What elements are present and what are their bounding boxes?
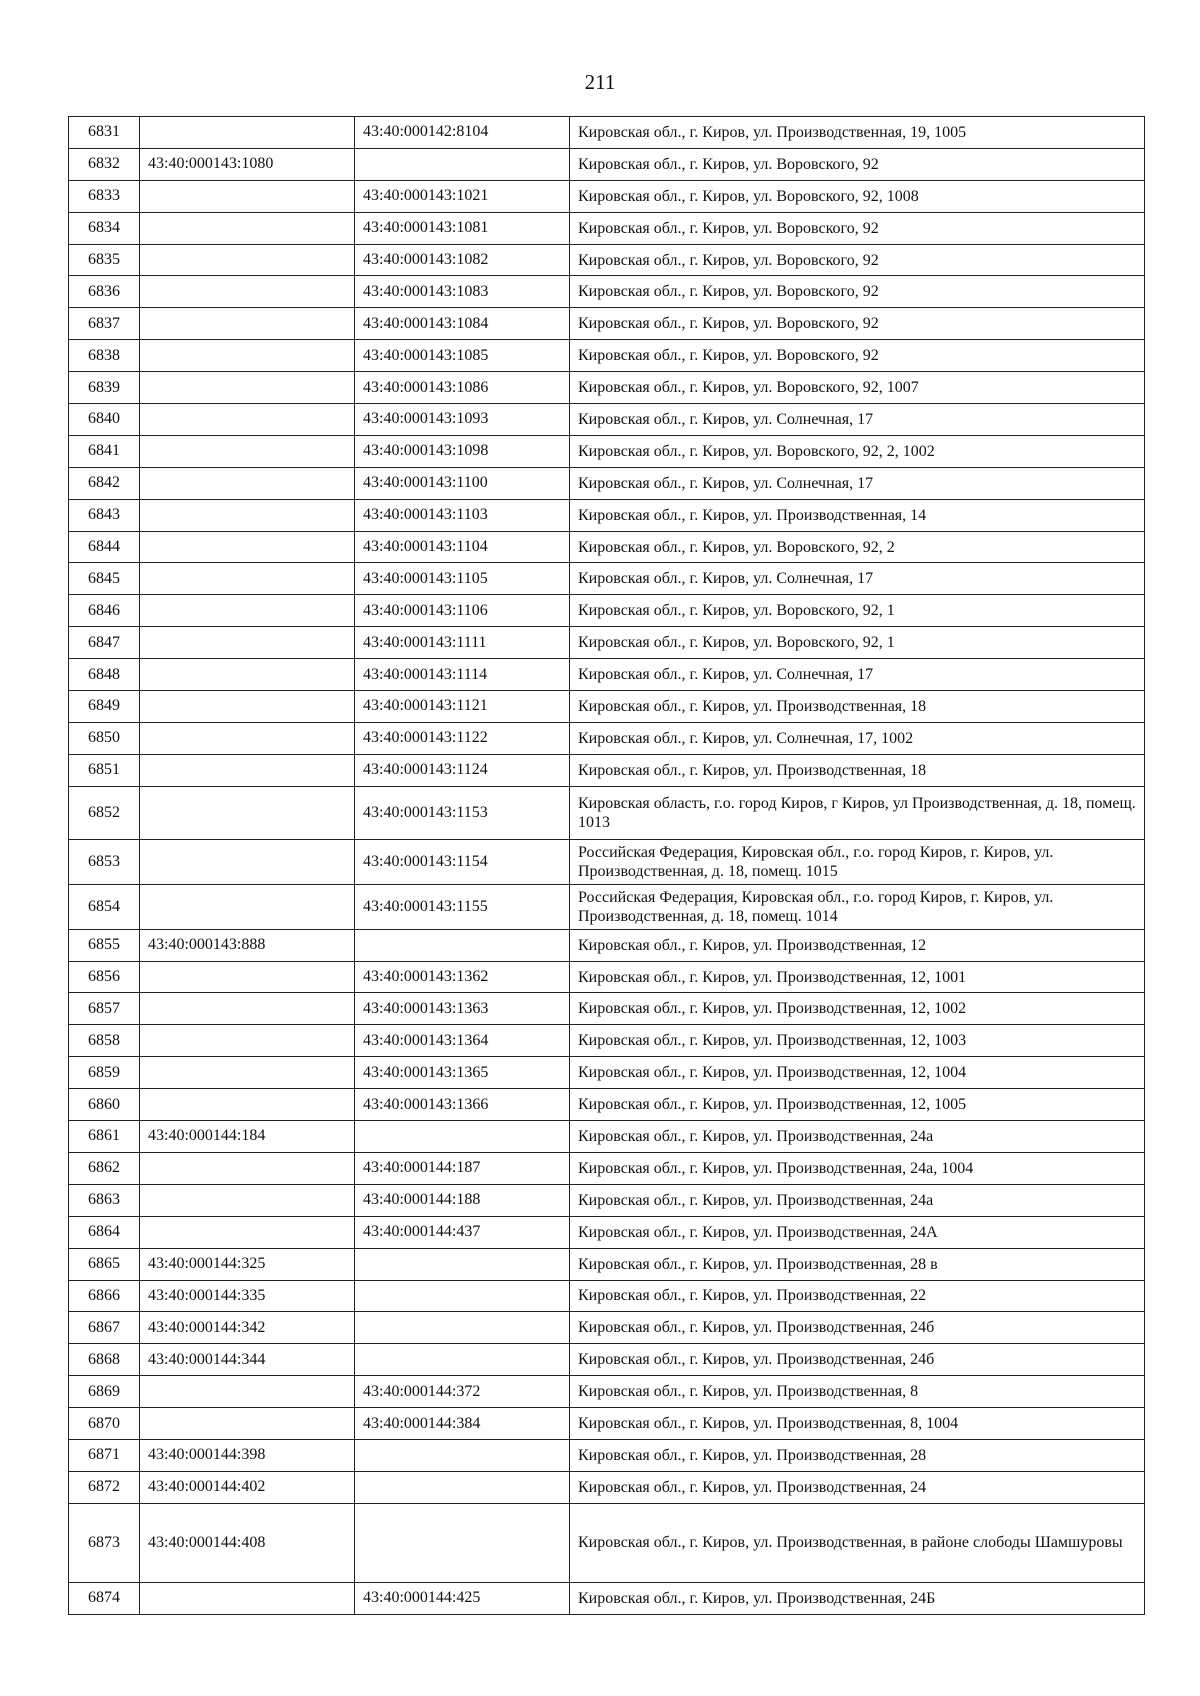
row-number-cell: 6872 <box>69 1471 140 1503</box>
table-row <box>69 1184 1145 1216</box>
table-row <box>69 1152 1145 1184</box>
row-number-cell: 6853 <box>69 839 140 884</box>
table-row <box>69 1503 1145 1582</box>
row-number-cell: 6862 <box>69 1152 140 1184</box>
table-row <box>69 839 1145 884</box>
table-row <box>69 627 1145 659</box>
building-number-cell: 43:40:000144:384 <box>355 1408 570 1440</box>
table-row <box>69 531 1145 563</box>
land-parcel-number-cell <box>140 340 355 372</box>
land-parcel-number-cell <box>140 499 355 531</box>
building-number-cell: 43:40:000143:1085 <box>355 340 570 372</box>
table-row <box>69 1408 1145 1440</box>
table-row <box>69 1280 1145 1312</box>
table-row <box>69 563 1145 595</box>
land-parcel-number-cell: 43:40:000144:408 <box>140 1503 355 1582</box>
land-parcel-number-cell: 43:40:000144:325 <box>140 1248 355 1280</box>
land-parcel-number-cell: 43:40:000143:1080 <box>140 148 355 180</box>
table-row <box>69 308 1145 340</box>
table-row <box>69 212 1145 244</box>
land-parcel-number-cell <box>140 839 355 884</box>
address-cell: Кировская обл., г. Киров, ул. Воровского, 92, 1 <box>570 627 1145 659</box>
land-parcel-number-cell <box>140 308 355 340</box>
address-cell: Кировская обл., г. Киров, ул. Производственная, 12, 1002 <box>570 993 1145 1025</box>
building-number-cell: 43:40:000143:1103 <box>355 499 570 531</box>
table-row <box>69 659 1145 691</box>
row-number-cell: 6833 <box>69 180 140 212</box>
building-number-cell: 43:40:000143:1106 <box>355 595 570 627</box>
building-number-cell <box>355 929 570 961</box>
table-row <box>69 180 1145 212</box>
row-number-cell: 6856 <box>69 961 140 993</box>
building-number-cell <box>355 1439 570 1471</box>
table-row <box>69 786 1145 839</box>
row-number-cell: 6855 <box>69 929 140 961</box>
address-cell: Кировская обл., г. Киров, ул. Солнечная, 17 <box>570 659 1145 691</box>
table-row <box>69 467 1145 499</box>
building-number-cell: 43:40:000143:1363 <box>355 993 570 1025</box>
table-row <box>69 1216 1145 1248</box>
row-number-cell: 6866 <box>69 1280 140 1312</box>
row-number-cell: 6842 <box>69 467 140 499</box>
building-number-cell: 43:40:000143:1364 <box>355 1025 570 1057</box>
land-parcel-number-cell <box>140 786 355 839</box>
row-number-cell: 6838 <box>69 340 140 372</box>
building-number-cell: 43:40:000143:1105 <box>355 563 570 595</box>
building-number-cell <box>355 1121 570 1153</box>
building-number-cell <box>355 1344 570 1376</box>
building-number-cell: 43:40:000143:1086 <box>355 372 570 404</box>
address-cell: Кировская обл., г. Киров, ул. Воровского, 92 <box>570 212 1145 244</box>
address-cell: Кировская обл., г. Киров, ул. Воровского, 92 <box>570 308 1145 340</box>
address-cell: Кировская обл., г. Киров, ул. Производственная, 12, 1003 <box>570 1025 1145 1057</box>
land-parcel-number-cell <box>140 691 355 723</box>
building-number-cell <box>355 1312 570 1344</box>
address-cell: Российская Федерация, Кировская обл., г.о. город Киров, г. Киров, ул. Производственная, д. 18, помещ. 1014 <box>570 884 1145 929</box>
land-parcel-number-cell <box>140 961 355 993</box>
land-parcel-number-cell <box>140 180 355 212</box>
row-number-cell: 6863 <box>69 1184 140 1216</box>
row-number-cell: 6868 <box>69 1344 140 1376</box>
address-cell: Кировская обл., г. Киров, ул. Производственная, 8, 1004 <box>570 1408 1145 1440</box>
table-row <box>69 1471 1145 1503</box>
address-cell: Кировская обл., г. Киров, ул. Производственная, 12, 1005 <box>570 1089 1145 1121</box>
address-cell: Кировская обл., г. Киров, ул. Производственная, 22 <box>570 1280 1145 1312</box>
address-cell: Кировская обл., г. Киров, ул. Производственная, 24а <box>570 1184 1145 1216</box>
land-parcel-number-cell: 43:40:000144:344 <box>140 1344 355 1376</box>
land-parcel-number-cell: 43:40:000144:402 <box>140 1471 355 1503</box>
table-row <box>69 499 1145 531</box>
land-parcel-number-cell <box>140 595 355 627</box>
row-number-cell: 6846 <box>69 595 140 627</box>
table-row <box>69 722 1145 754</box>
building-number-cell: 43:40:000144:437 <box>355 1216 570 1248</box>
row-number-cell: 6841 <box>69 435 140 467</box>
row-number-cell: 6831 <box>69 117 140 149</box>
land-parcel-number-cell <box>140 754 355 786</box>
building-number-cell: 43:40:000143:1104 <box>355 531 570 563</box>
address-cell: Кировская обл., г. Киров, ул. Производственная, 14 <box>570 499 1145 531</box>
row-number-cell: 6852 <box>69 786 140 839</box>
land-parcel-number-cell <box>140 1025 355 1057</box>
row-number-cell: 6849 <box>69 691 140 723</box>
address-cell: Кировская обл., г. Киров, ул. Солнечная, 17 <box>570 563 1145 595</box>
address-cell: Кировская обл., г. Киров, ул. Производственная, 24 <box>570 1471 1145 1503</box>
table-row <box>69 1248 1145 1280</box>
table-row <box>69 1121 1145 1153</box>
building-number-cell: 43:40:000143:1084 <box>355 308 570 340</box>
land-parcel-number-cell <box>140 435 355 467</box>
address-cell: Кировская обл., г. Киров, ул. Воровского, 92 <box>570 340 1145 372</box>
address-cell: Кировская обл., г. Киров, ул. Производственная, 19, 1005 <box>570 117 1145 149</box>
building-number-cell: 43:40:000143:1098 <box>355 435 570 467</box>
row-number-cell: 6854 <box>69 884 140 929</box>
row-number-cell: 6858 <box>69 1025 140 1057</box>
land-parcel-number-cell <box>140 1408 355 1440</box>
row-number-cell: 6836 <box>69 276 140 308</box>
table-row <box>69 1344 1145 1376</box>
row-number-cell: 6874 <box>69 1582 140 1614</box>
row-number-cell: 6864 <box>69 1216 140 1248</box>
land-parcel-number-cell: 43:40:000144:335 <box>140 1280 355 1312</box>
building-number-cell <box>355 1503 570 1582</box>
row-number-cell: 6839 <box>69 372 140 404</box>
row-number-cell: 6850 <box>69 722 140 754</box>
row-number-cell: 6861 <box>69 1121 140 1153</box>
table-row <box>69 993 1145 1025</box>
address-cell: Кировская обл., г. Киров, ул. Солнечная, 17, 1002 <box>570 722 1145 754</box>
building-number-cell: 43:40:000143:1362 <box>355 961 570 993</box>
land-parcel-number-cell: 43:40:000144:342 <box>140 1312 355 1344</box>
row-number-cell: 6848 <box>69 659 140 691</box>
address-cell: Кировская обл., г. Киров, ул. Воровского, 92 <box>570 148 1145 180</box>
row-number-cell: 6859 <box>69 1057 140 1089</box>
land-parcel-number-cell <box>140 1582 355 1614</box>
address-cell: Кировская обл., г. Киров, ул. Солнечная, 17 <box>570 404 1145 436</box>
row-number-cell: 6871 <box>69 1439 140 1471</box>
building-number-cell: 43:40:000144:188 <box>355 1184 570 1216</box>
table-row <box>69 961 1145 993</box>
address-cell: Кировская обл., г. Киров, ул. Воровского, 92, 1 <box>570 595 1145 627</box>
land-parcel-number-cell <box>140 531 355 563</box>
row-number-cell: 6873 <box>69 1503 140 1582</box>
row-number-cell: 6843 <box>69 499 140 531</box>
row-number-cell: 6865 <box>69 1248 140 1280</box>
building-number-cell: 43:40:000143:1124 <box>355 754 570 786</box>
land-parcel-number-cell <box>140 372 355 404</box>
table-row <box>69 1582 1145 1614</box>
table-row <box>69 148 1145 180</box>
address-cell: Кировская обл., г. Киров, ул. Производственная, 24а <box>570 1121 1145 1153</box>
table-row <box>69 435 1145 467</box>
address-cell: Кировская обл., г. Киров, ул. Производственная, 28 в <box>570 1248 1145 1280</box>
land-parcel-number-cell <box>140 212 355 244</box>
building-number-cell <box>355 1248 570 1280</box>
land-parcel-number-cell <box>140 563 355 595</box>
land-parcel-number-cell <box>140 1057 355 1089</box>
land-parcel-number-cell: 43:40:000144:398 <box>140 1439 355 1471</box>
table-row <box>69 929 1145 961</box>
building-number-cell <box>355 1280 570 1312</box>
building-number-cell: 43:40:000143:1154 <box>355 839 570 884</box>
building-number-cell: 43:40:000143:1114 <box>355 659 570 691</box>
page-number: 211 <box>584 70 616 94</box>
land-parcel-number-cell <box>140 244 355 276</box>
row-number-cell: 6835 <box>69 244 140 276</box>
table-row <box>69 1089 1145 1121</box>
building-number-cell: 43:40:000144:187 <box>355 1152 570 1184</box>
table-row <box>69 754 1145 786</box>
land-parcel-number-cell <box>140 1376 355 1408</box>
address-cell: Кировская обл., г. Киров, ул. Производственная, 24б <box>570 1312 1145 1344</box>
building-number-cell: 43:40:000143:1122 <box>355 722 570 754</box>
row-number-cell: 6832 <box>69 148 140 180</box>
table-row <box>69 372 1145 404</box>
address-cell: Кировская обл., г. Киров, ул. Воровского, 92 <box>570 244 1145 276</box>
table-row <box>69 691 1145 723</box>
table-row <box>69 1057 1145 1089</box>
cadastral-table <box>68 116 1145 1615</box>
table-row <box>69 117 1145 149</box>
table-row <box>69 1376 1145 1408</box>
building-number-cell <box>355 148 570 180</box>
row-number-cell: 6834 <box>69 212 140 244</box>
address-cell: Кировская обл., г. Киров, ул. Производственная, 24б <box>570 1344 1145 1376</box>
land-parcel-number-cell <box>140 722 355 754</box>
table-row <box>69 1439 1145 1471</box>
land-parcel-number-cell <box>140 1089 355 1121</box>
building-number-cell: 43:40:000143:1081 <box>355 212 570 244</box>
building-number-cell: 43:40:000144:425 <box>355 1582 570 1614</box>
building-number-cell: 43:40:000142:8104 <box>355 117 570 149</box>
address-cell: Кировская обл., г. Киров, ул. Производственная, 12, 1001 <box>570 961 1145 993</box>
row-number-cell: 6860 <box>69 1089 140 1121</box>
building-number-cell: 43:40:000143:1093 <box>355 404 570 436</box>
building-number-cell: 43:40:000143:1100 <box>355 467 570 499</box>
table-row <box>69 884 1145 929</box>
land-parcel-number-cell <box>140 467 355 499</box>
table-row <box>69 244 1145 276</box>
address-cell: Кировская обл., г. Киров, ул. Производственная, 28 <box>570 1439 1145 1471</box>
address-cell: Кировская обл., г. Киров, ул. Производственная, 24Б <box>570 1582 1145 1614</box>
row-number-cell: 6869 <box>69 1376 140 1408</box>
land-parcel-number-cell: 43:40:000143:888 <box>140 929 355 961</box>
row-number-cell: 6857 <box>69 993 140 1025</box>
address-cell: Кировская обл., г. Киров, ул. Производственная, 18 <box>570 691 1145 723</box>
table-row <box>69 404 1145 436</box>
land-parcel-number-cell <box>140 1184 355 1216</box>
table-row <box>69 1312 1145 1344</box>
land-parcel-number-cell: 43:40:000144:184 <box>140 1121 355 1153</box>
address-cell: Кировская обл., г. Киров, ул. Производственная, 24А <box>570 1216 1145 1248</box>
address-cell: Кировская обл., г. Киров, ул. Воровского, 92, 1008 <box>570 180 1145 212</box>
land-parcel-number-cell <box>140 659 355 691</box>
address-cell: Кировская обл., г. Киров, ул. Производственная, 12, 1004 <box>570 1057 1145 1089</box>
address-cell: Кировская обл., г. Киров, ул. Производственная, 8 <box>570 1376 1145 1408</box>
land-parcel-number-cell <box>140 993 355 1025</box>
building-number-cell: 43:40:000143:1121 <box>355 691 570 723</box>
land-parcel-number-cell <box>140 404 355 436</box>
address-cell: Кировская область, г.о. город Киров, г Киров, ул Производственная, д. 18, помещ. 1013 <box>570 786 1145 839</box>
row-number-cell: 6840 <box>69 404 140 436</box>
land-parcel-number-cell <box>140 627 355 659</box>
table-body <box>69 117 1145 1615</box>
row-number-cell: 6867 <box>69 1312 140 1344</box>
land-parcel-number-cell <box>140 884 355 929</box>
address-cell: Кировская обл., г. Киров, ул. Производственная, 12 <box>570 929 1145 961</box>
address-cell: Кировская обл., г. Киров, ул. Солнечная, 17 <box>570 467 1145 499</box>
building-number-cell: 43:40:000143:1082 <box>355 244 570 276</box>
address-cell: Кировская обл., г. Киров, ул. Производственная, 18 <box>570 754 1145 786</box>
building-number-cell <box>355 1471 570 1503</box>
building-number-cell: 43:40:000143:1021 <box>355 180 570 212</box>
table-row <box>69 276 1145 308</box>
table-row <box>69 340 1145 372</box>
land-parcel-number-cell <box>140 1152 355 1184</box>
building-number-cell: 43:40:000144:372 <box>355 1376 570 1408</box>
table-row <box>69 1025 1145 1057</box>
building-number-cell: 43:40:000143:1155 <box>355 884 570 929</box>
table-row <box>69 595 1145 627</box>
land-parcel-number-cell <box>140 276 355 308</box>
row-number-cell: 6870 <box>69 1408 140 1440</box>
building-number-cell: 43:40:000143:1153 <box>355 786 570 839</box>
address-cell: Кировская обл., г. Киров, ул. Воровского, 92, 1007 <box>570 372 1145 404</box>
land-parcel-number-cell <box>140 1216 355 1248</box>
building-number-cell: 43:40:000143:1365 <box>355 1057 570 1089</box>
address-cell: Кировская обл., г. Киров, ул. Производственная, в районе слободы Шамшуровы <box>570 1503 1145 1582</box>
address-cell: Российская Федерация, Кировская обл., г.о. город Киров, г. Киров, ул. Производственная, д. 18, помещ. 1015 <box>570 839 1145 884</box>
row-number-cell: 6845 <box>69 563 140 595</box>
building-number-cell: 43:40:000143:1366 <box>355 1089 570 1121</box>
address-cell: Кировская обл., г. Киров, ул. Производственная, 24а, 1004 <box>570 1152 1145 1184</box>
address-cell: Кировская обл., г. Киров, ул. Воровского, 92 <box>570 276 1145 308</box>
land-parcel-number-cell <box>140 117 355 149</box>
address-cell: Кировская обл., г. Киров, ул. Воровского, 92, 2 <box>570 531 1145 563</box>
row-number-cell: 6844 <box>69 531 140 563</box>
row-number-cell: 6837 <box>69 308 140 340</box>
building-number-cell: 43:40:000143:1111 <box>355 627 570 659</box>
row-number-cell: 6847 <box>69 627 140 659</box>
building-number-cell: 43:40:000143:1083 <box>355 276 570 308</box>
address-cell: Кировская обл., г. Киров, ул. Воровского, 92, 2, 1002 <box>570 435 1145 467</box>
row-number-cell: 6851 <box>69 754 140 786</box>
